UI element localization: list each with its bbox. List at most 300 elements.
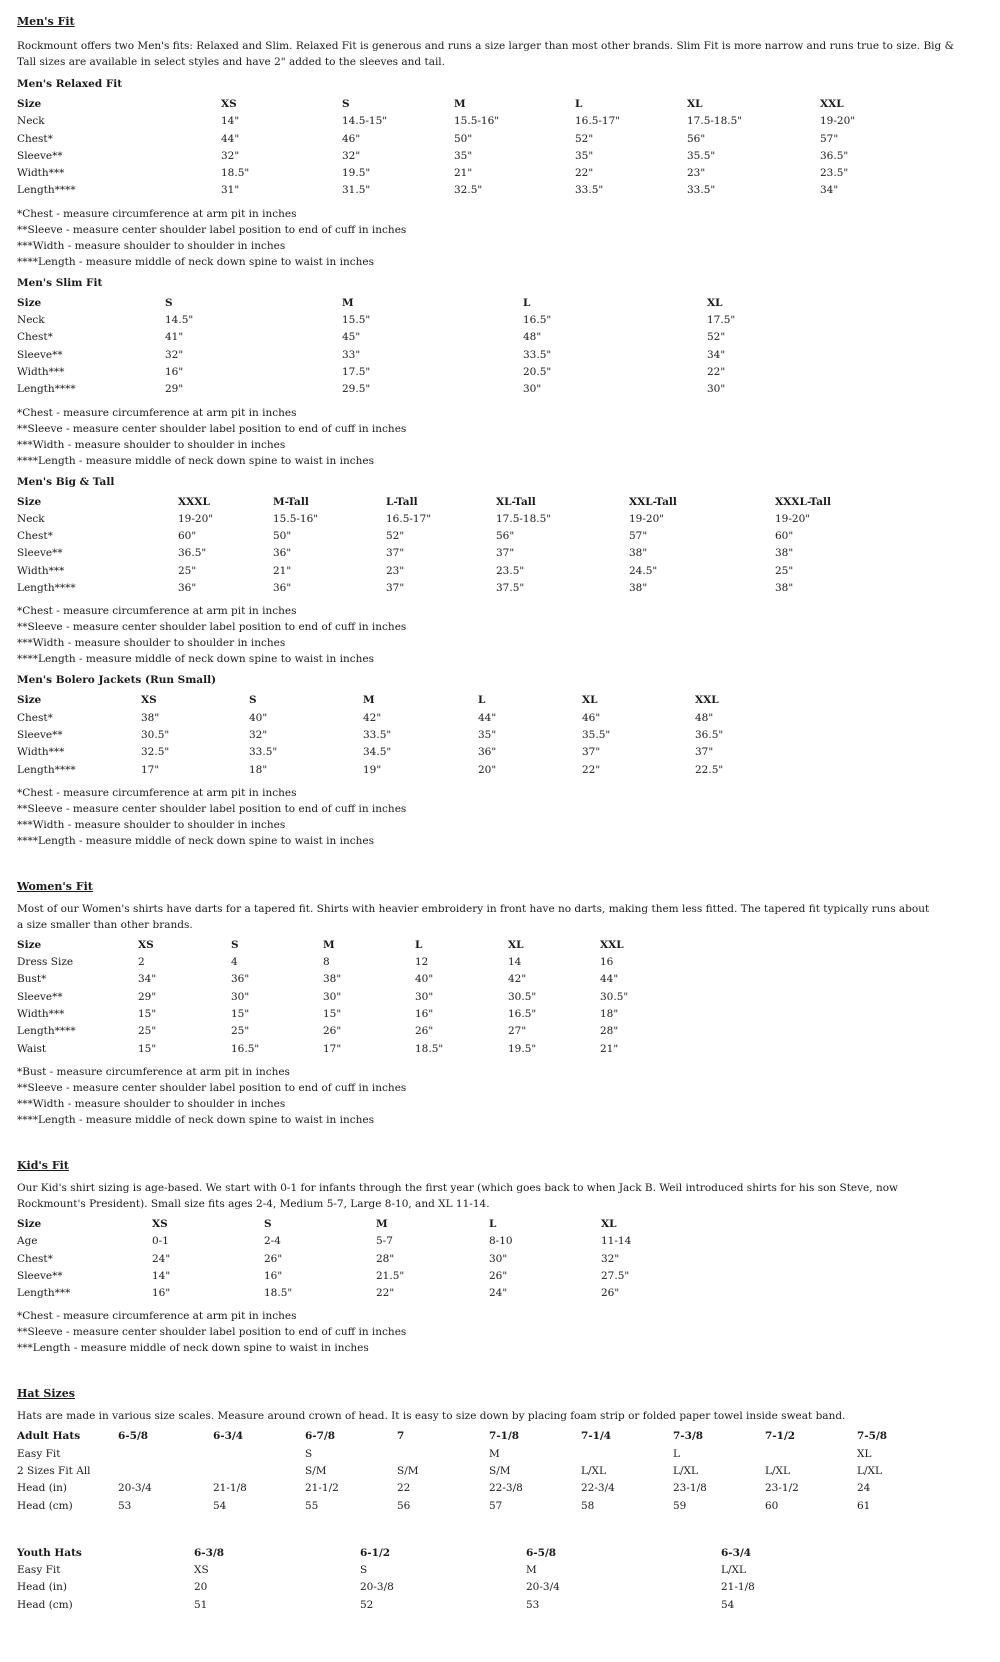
mens-fit-section [17,10,972,849]
table-cell: 37" [496,547,515,560]
table-cell [118,1463,213,1480]
table-cell: 20.5" [523,365,552,378]
table-cell: 25" [231,1025,250,1038]
column-header: XXL [600,938,624,951]
table-cell: 38" [323,973,342,986]
measure-note: ****Length - measure middle of neck down spine to waist in inches [17,653,374,666]
column-header: 6-3/8 [194,1546,225,1559]
table-cell: 2-4 [264,1235,281,1248]
column-header: XL-Tall [496,495,536,508]
column-header: 7-1/2 [765,1430,796,1443]
table-cell: 22" [376,1287,395,1300]
table-cell: 23" [687,167,706,180]
table-cell: 46" [582,711,601,724]
table-cell: 60" [178,530,197,543]
column-header: Size [17,1217,42,1230]
table-cell: 12 [415,956,429,969]
hat-sizes-section [17,1382,972,1614]
table-cell: 29.5" [342,383,371,396]
table-cell: 17" [141,763,160,776]
table-header-row [17,494,847,511]
table-cell: 14.5-15" [342,115,388,128]
row-label: Width*** [17,564,65,577]
table-cell: 22" [707,365,726,378]
mens-relaxed-notes [17,206,972,270]
row-label: Length**** [17,763,76,776]
table-row [17,148,867,165]
table-cell: 57 [489,1499,503,1512]
table-cell: 17.5-18.5" [496,512,552,525]
table-cell: 26" [323,1025,342,1038]
table-cell: 17.5" [342,365,371,378]
table-row [17,1562,777,1579]
table-cell: 38" [775,547,794,560]
table-cell: 22-3/8 [489,1482,523,1495]
measure-note: ****Length - measure middle of neck down spine to waist in inches [17,255,374,268]
mens-slim-title: Men's Slim Fit [17,276,103,289]
kids-fit-intro: Our Kid's shirt sizing is age-based. We start with 0-1 for infants through the first year (which goes back to when Jack B. Weil introduced shirts for his son Steve, now Rockmount's President). Small size fits ages 2-4, Medium 5-7, Large 8-10, and XL 11-14. [17,1181,899,1210]
row-label: Neck [17,512,45,525]
row-label: Easy Fit [17,1447,61,1460]
kids-fit-notes [17,1308,972,1356]
table-cell: 20 [194,1581,208,1594]
table-cell: 25" [775,564,794,577]
column-header: M [323,938,335,951]
table-cell: 34.5" [363,746,392,759]
table-cell: 40" [415,973,434,986]
mens-bigtall-block [17,472,972,668]
table-cell: 5-7 [376,1235,393,1248]
table-row [17,1463,917,1480]
table-cell: 36" [178,582,197,595]
column-header: L-Tall [386,495,418,508]
table-cell: 20" [478,763,497,776]
column-header: L [415,938,423,951]
measure-note: ***Width - measure shoulder to shoulder in inches [17,637,286,650]
column-header: XS [152,1217,168,1230]
table-cell: 0-1 [152,1235,169,1248]
table-header-row [17,295,747,312]
table-cell: 48" [523,331,542,344]
measure-note: ***Width - measure shoulder to shoulder in inches [17,1097,286,1110]
row-label: 2 Sizes Fit All [17,1464,91,1477]
column-header: XXXL [178,495,210,508]
column-header: 6-1/2 [360,1546,391,1559]
row-label: Length**** [17,582,76,595]
table-cell: 21" [454,167,473,180]
measure-note: **Sleeve - measure center shoulder label position to end of cuff in inches [17,1081,407,1094]
table-cell: S [305,1447,313,1460]
table-cell: 42" [508,973,527,986]
table-cell: 37" [695,746,714,759]
table-cell: 23" [386,564,405,577]
table-row [17,165,867,182]
table-cell: S/M [305,1464,327,1477]
kids-fit-title: Kid's Fit [17,1158,69,1172]
table-row [17,1480,917,1497]
column-header: XL [687,98,703,110]
row-label: Length**** [17,184,76,197]
table-cell: 15.5" [342,314,371,327]
table-cell: 36" [273,582,292,595]
column-header: XS [138,938,154,951]
table-cell: 15" [138,1008,157,1021]
table-cell: 44" [478,711,497,724]
table-cell: 32" [221,149,240,162]
mens-bolero-title: Men's Bolero Jackets (Run Small) [17,674,217,687]
table-cell: 24.5" [629,564,658,577]
table-cell: 40" [249,711,268,724]
table-cell: 33.5" [249,746,278,759]
table-cell: 21.5" [376,1269,405,1282]
mens-bigtall-table [17,494,847,598]
row-label: Chest* [17,530,53,543]
table-row [17,347,747,364]
table-cell: 51 [194,1598,208,1611]
column-header: M-Tall [273,495,309,508]
table-cell [581,1446,673,1463]
table-cell: 32" [165,348,184,361]
column-header: Size [17,938,42,951]
table-cell: 26" [601,1287,620,1300]
table-cell: 15" [323,1008,342,1021]
table-cell: 30" [323,990,342,1003]
row-label: Width*** [17,167,65,180]
table-cell [213,1446,305,1463]
table-cell: 36.5" [178,547,207,560]
mens-bolero-table [17,692,737,778]
row-label: Width*** [17,365,65,378]
row-label: Length**** [17,1025,76,1038]
table-cell: 23-1/2 [765,1482,799,1495]
row-label: Dress Size [17,956,74,969]
row-label: Width*** [17,1008,65,1021]
column-header: L [575,98,583,110]
column-header: XXXL-Tall [775,495,832,508]
table-cell: 19-20" [178,512,214,525]
table-cell: 38" [775,582,794,595]
table-cell: 36.5" [695,728,724,741]
youth-hats-table [17,1545,777,1614]
table-cell: 16.5-17" [386,512,432,525]
mens-relaxed-block [17,74,972,270]
measure-note: **Sleeve - measure center shoulder label position to end of cuff in inches [17,223,407,236]
measure-note: **Sleeve - measure center shoulder label position to end of cuff in inches [17,1326,407,1339]
column-header: L [489,1217,497,1230]
table-cell: 54 [721,1598,735,1611]
table-cell: 23.5" [820,167,849,180]
column-header: M [376,1217,388,1230]
row-label: Sleeve** [17,149,63,162]
row-label: Sleeve** [17,728,63,741]
kids-fit-section [17,1154,972,1356]
table-cell: 50" [273,530,292,543]
row-label: Chest* [17,1252,53,1265]
table-cell: 14.5" [165,314,194,327]
table-cell: 21" [273,564,292,577]
table-cell: 32" [249,728,268,741]
table-cell: 32.5" [454,184,483,197]
column-header: XL [508,938,524,951]
column-header: 6-7/8 [305,1430,336,1443]
table-cell: 54 [213,1499,227,1512]
table-row [17,989,657,1006]
table-cell: 35" [575,149,594,162]
table-row [17,364,747,381]
table-cell: 18" [600,1008,619,1021]
table-row [17,1041,657,1058]
measure-note: *Chest - measure circumference at arm pit in inches [17,605,297,618]
table-cell: 16" [415,1008,434,1021]
table-cell: 30" [415,990,434,1003]
row-label: Bust* [17,973,47,986]
table-row [17,1251,657,1268]
table-row [17,954,657,971]
table-cell: 52" [707,331,726,344]
mens-bigtall-title: Men's Big & Tall [17,475,115,488]
table-row [17,1233,657,1250]
column-header: 7-1/8 [489,1430,520,1443]
table-row [17,381,747,398]
table-cell: 28" [600,1025,619,1038]
table-cell: 37" [386,547,405,560]
column-header: Youth Hats [17,1546,82,1559]
table-cell [213,1463,305,1480]
measure-note: ***Width - measure shoulder to shoulder in inches [17,239,286,252]
table-cell: 16 [600,956,614,969]
table-cell: 60 [765,1499,779,1512]
mens-fit-intro: Rockmount offers two Men's fits: Relaxed and Slim. Relaxed Fit is generous and runs a size larger than most other brands. Slim Fit is more narrow and runs true to size. Big & Tall sizes are available in select styles and have 2" added to the sleeves and tail. [17,40,954,68]
table-cell: 22 [397,1482,411,1495]
table-cell: 57" [629,530,648,543]
table-cell: 38" [141,711,160,724]
table-cell: 35.5" [687,149,716,162]
mens-slim-notes [17,405,972,469]
womens-fit-table [17,937,657,1058]
table-cell: 25" [178,564,197,577]
column-header: XL [582,694,598,707]
table-cell: 35.5" [582,728,611,741]
table-cell: 21-1/8 [213,1482,247,1495]
table-cell: 61 [857,1499,871,1512]
table-cell: 17.5-18.5" [687,115,743,128]
table-cell: 14 [508,956,522,969]
kids-fit-table [17,1216,657,1302]
mens-slim-block [17,273,972,469]
table-row [17,762,737,779]
column-header: Size [17,694,42,707]
measure-note: *Chest - measure circumference at arm pit in inches [17,1310,297,1323]
table-cell: 33.5" [523,348,552,361]
hat-sizes-title: Hat Sizes [17,1387,75,1401]
table-cell: 36" [231,973,250,986]
column-header: 7-3/8 [673,1430,704,1443]
measure-note: **Sleeve - measure center shoulder label position to end of cuff in inches [17,422,407,435]
table-cell: 35" [478,728,497,741]
table-row [17,563,847,580]
table-cell: 23.5" [496,564,525,577]
measure-note: ****Length - measure middle of neck down spine to waist in inches [17,454,374,467]
table-cell: 18.5" [415,1042,444,1055]
table-row [17,1285,657,1302]
table-cell: 33.5" [687,184,716,197]
measure-note: *Chest - measure circumference at arm pit in inches [17,207,297,220]
table-cell: M [489,1447,500,1460]
table-cell: 34" [820,184,839,197]
table-cell: 30" [707,383,726,396]
table-cell: 22-3/4 [581,1482,615,1495]
table-cell: 35" [454,149,473,162]
column-header: L [478,694,486,707]
table-cell: 24" [152,1252,171,1265]
mens-relaxed-table [17,96,867,200]
table-cell: 16.5" [508,1008,537,1021]
table-cell: 46" [342,132,361,145]
table-cell: 16" [264,1269,283,1282]
measure-note: *Chest - measure circumference at arm pit in inches [17,406,297,419]
table-cell: 19-20" [629,512,665,525]
row-label: Waist [17,1042,47,1055]
table-cell: 8 [323,956,330,969]
table-cell: 18.5" [221,167,250,180]
table-cell: 21-1/2 [305,1482,339,1495]
table-cell: 52 [360,1598,374,1611]
column-header: S [249,694,257,707]
table-cell: 38" [629,547,648,560]
column-header: M [363,694,375,707]
measure-note: **Sleeve - measure center shoulder label position to end of cuff in inches [17,802,407,815]
column-header: Size [17,98,42,110]
table-cell: 20-3/8 [360,1581,394,1594]
table-cell: 23-1/8 [673,1482,707,1495]
table-cell: S/M [489,1464,511,1477]
column-header: 7-1/4 [581,1430,612,1443]
table-cell: 53 [118,1499,132,1512]
table-header-row [17,1545,777,1562]
table-cell: 16.5" [523,314,552,327]
adult-hats-table [17,1428,917,1514]
measure-note: ***Width - measure shoulder to shoulder in inches [17,818,286,831]
table-cell: 15.5-16" [273,512,319,525]
table-cell: 33.5" [575,184,604,197]
table-cell: 53 [526,1598,540,1611]
column-header: L [523,296,531,309]
mens-bolero-notes [17,785,972,849]
measure-note: ****Length - measure middle of neck down spine to waist in inches [17,834,374,847]
table-cell: 26" [264,1252,283,1265]
table-cell: 32" [601,1252,620,1265]
column-header: 6-3/4 [213,1430,244,1443]
table-cell: 52" [386,530,405,543]
table-row [17,1023,657,1040]
table-row [17,1446,917,1463]
table-cell: 22" [575,167,594,180]
row-label: Chest* [17,132,53,145]
table-row [17,511,847,528]
table-cell: S [360,1564,368,1577]
table-cell: 32" [342,149,361,162]
table-cell: 15" [231,1008,250,1021]
table-cell: 37" [386,582,405,595]
table-header-row [17,1428,917,1445]
table-row [17,727,737,744]
table-cell: 42" [363,711,382,724]
table-header-row [17,692,737,709]
table-cell: L/XL [581,1464,606,1477]
table-cell: 32.5" [141,746,170,759]
table-header-row [17,1216,657,1233]
table-cell: 34" [707,348,726,361]
table-row [17,1268,657,1285]
column-header: M [342,296,354,309]
table-cell: 56" [687,132,706,145]
row-label: Length**** [17,383,76,396]
column-header: XL [601,1217,617,1230]
table-cell: 44" [221,132,240,145]
table-cell: L/XL [857,1464,882,1477]
table-cell: 22.5" [695,763,724,776]
mens-bigtall-notes [17,603,972,667]
mens-relaxed-title: Men's Relaxed Fit [17,78,123,90]
table-row [17,182,867,199]
row-label: Chest* [17,711,53,724]
table-cell: 27.5" [601,1269,630,1282]
table-cell: 15.5-16" [454,115,500,128]
table-cell: 36.5" [820,149,849,162]
column-header: XXL [820,98,844,110]
table-cell: 16" [165,365,184,378]
table-cell: 24" [489,1287,508,1300]
table-cell: 14" [152,1269,171,1282]
column-header: 7 [397,1430,405,1443]
table-cell: XL [857,1447,872,1460]
table-cell: 56" [496,530,515,543]
column-header: XXL [695,694,719,707]
row-label: Sleeve** [17,1269,63,1282]
table-cell: 29" [138,990,157,1003]
womens-fit-title: Women's Fit [17,879,93,893]
column-header: XS [141,694,157,707]
table-cell: 48" [695,711,714,724]
table-cell: 31" [221,184,240,197]
mens-fit-title: Men's Fit [17,15,75,28]
table-cell: L/XL [765,1464,790,1477]
column-header: 6-5/8 [118,1430,149,1443]
table-cell: 15" [138,1042,157,1055]
mens-slim-table [17,295,747,399]
table-cell: 16.5" [231,1042,260,1055]
column-header: Size [17,296,42,309]
table-cell: 56 [397,1499,411,1512]
table-row [17,580,847,597]
table-cell: 11-14 [601,1235,632,1248]
column-header: S [342,98,350,110]
row-label: Length*** [17,1287,71,1300]
size-chart-page [17,10,972,1614]
table-cell: 59 [673,1499,687,1512]
table-row [17,1597,777,1614]
row-label: Age [17,1235,38,1248]
column-header: S [264,1217,272,1230]
table-cell: 29" [165,383,184,396]
table-cell: 14" [221,115,240,128]
table-row [17,1006,657,1023]
table-row [17,1498,917,1515]
table-cell: L [673,1447,680,1460]
table-cell [765,1446,857,1463]
table-cell: 38" [629,582,648,595]
hat-sizes-intro: Hats are made in various size scales. Measure around crown of head. It is easy to size down by placing foam strip or folded paper towel inside sweat band. [17,1410,846,1423]
